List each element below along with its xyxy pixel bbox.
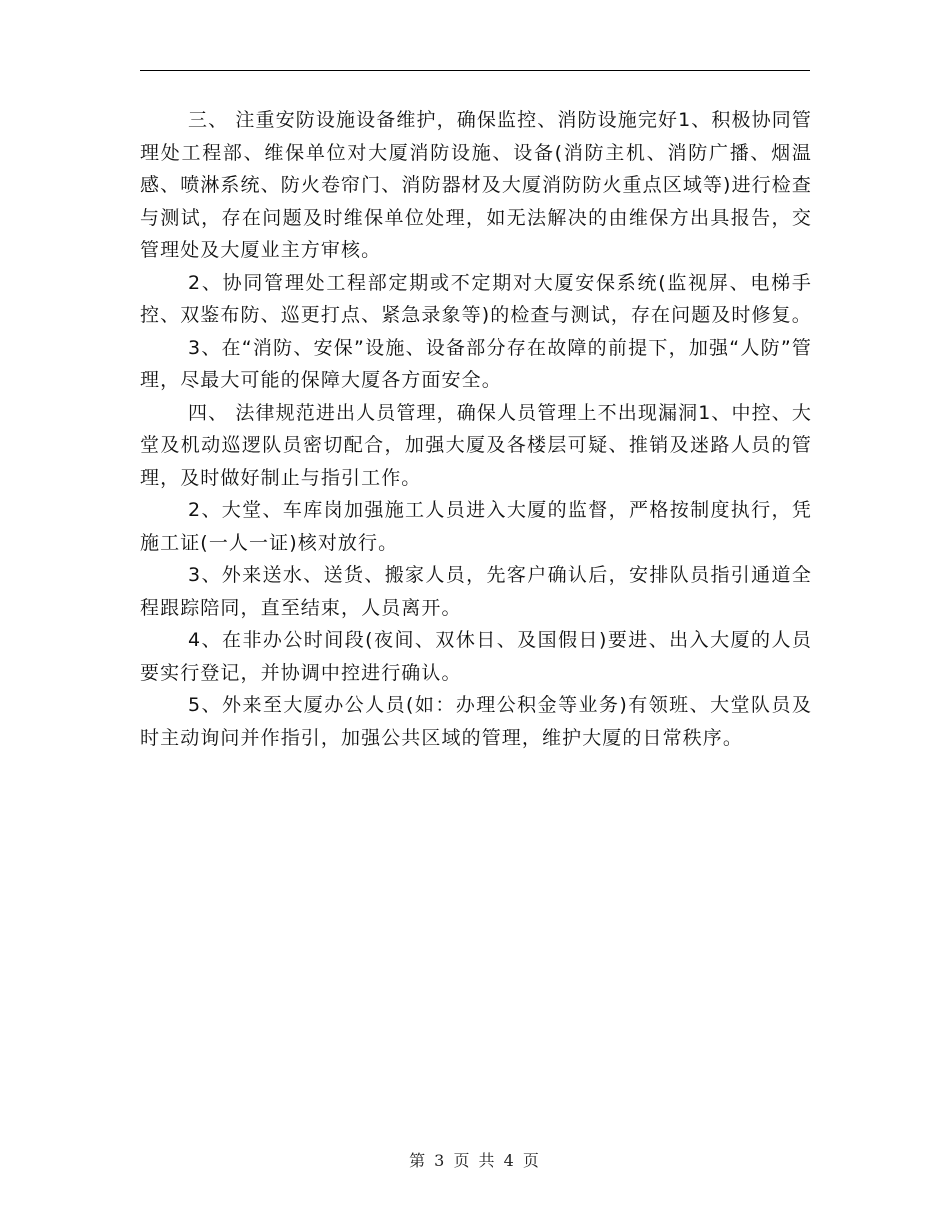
paragraph-section-four: 四、 法律规范进出人员管理，确保人员管理上不出现漏洞1、中控、大堂及机动巡逻队员密切配合，加强大厦及各楼层可疑、推销及迷路人员的管理，及时做好制止与指引工作。 xyxy=(140,401,812,489)
paragraph-item-4-off-hours: 4、在非办公时间段(夜间、双休日、及国假日)要进、出入大厦的人员要实行登记，并协调中控进行确认。 xyxy=(140,629,812,684)
paragraph-section-three: 三、 注重安防设施设备维护，确保监控、消防设施完好1、积极协同管理处工程部、维保单位对大厦消防设施、设备(消防主机、消防广播、烟温感、喷淋系统、防火卷帘门、消防器材及大厦消防防火重点区域等)进行检查与测试，存在问题及时维保单位处理，如无法解决的由维保方出具报告，交管理处及大厦业主方审核。 xyxy=(140,109,812,261)
paragraph-item-5-visitors: 5、外来至大厦办公人员(如：办理公积金等业务)有领班、大堂队员及时主动询问并作指引，加强公共区域的管理，维护大厦的日常秩序。 xyxy=(140,694,812,749)
paragraph-item-2-security-system: 2、协同管理处工程部定期或不定期对大厦安保系统(监视屏、电梯手控、双鉴布防、巡更打点、紧急录象等)的检查与测试，存在问题及时修复。 xyxy=(140,271,812,326)
header-rule xyxy=(140,70,810,71)
paragraph-item-2-construction-staff: 2、大堂、车库岗加强施工人员进入大厦的监督，严格按制度执行，凭施工证(一人一证)核对放行。 xyxy=(140,499,812,554)
paragraph-item-3-human-defense: 3、在“消防、安保”设施、设备部分存在故障的前提下，加强“人防”管理，尽最大可能的保障大厦各方面安全。 xyxy=(140,336,812,391)
page-number-footer: 第 3 页 共 4 页 xyxy=(409,1151,541,1170)
paragraph-item-3-delivery-staff: 3、外来送水、送货、搬家人员，先客户确认后，安排队员指引通道全程跟踪陪同，直至结束，人员离开。 xyxy=(140,564,812,619)
document-body xyxy=(140,104,812,754)
